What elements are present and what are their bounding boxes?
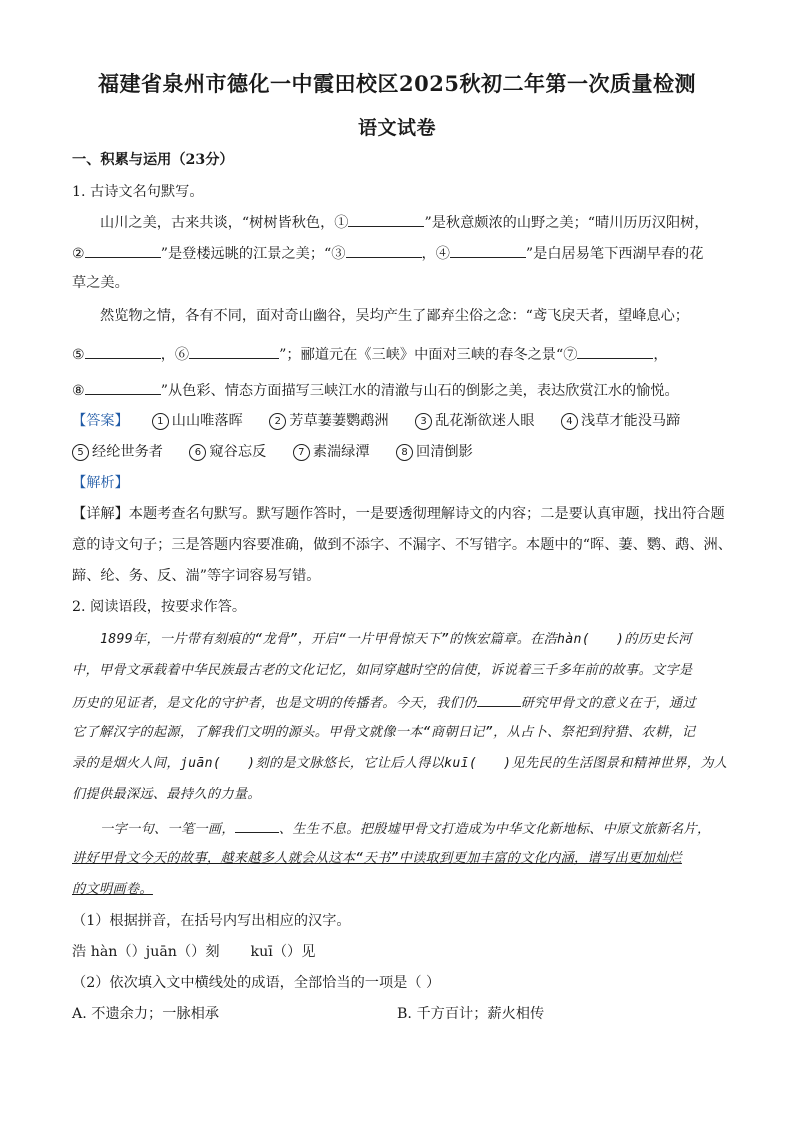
q2-para2-line3: 的文明画卷。 <box>72 882 153 897</box>
answer-text: 乱花渐欲迷人眼 <box>435 413 535 429</box>
q2-sub1: （1）根据拼音，在括号内写出相应的汉字。 <box>72 913 351 929</box>
q2-text: 历史的见证者，是文化的守护者，也是文明的传播者。今天，我们仍 <box>72 696 477 711</box>
q1-text: ， <box>653 347 668 363</box>
number-badge: 6 <box>189 444 206 461</box>
answer-row-1 <box>72 411 732 431</box>
answer-text: 素湍绿潭 <box>312 444 370 460</box>
number-badge: 1 <box>152 413 169 430</box>
answer-tag: 【答案】 <box>72 413 129 429</box>
fill-blank-2[interactable] <box>235 818 279 833</box>
detail-line-3: 蹄、纶、务、反、湍”等字词容易写错。 <box>72 568 321 584</box>
answer-item <box>293 442 370 462</box>
q2-para1-line1 <box>100 630 760 650</box>
q1-para1-line2 <box>72 243 732 264</box>
answer-blank-7[interactable] <box>577 344 653 359</box>
answer-blank-6[interactable] <box>189 344 279 359</box>
q2-para1-line5 <box>72 754 732 774</box>
q1-para2-line3 <box>72 380 732 401</box>
number-badge: 7 <box>293 444 310 461</box>
q2-text: 录的是烟火人间，juān( <box>72 756 222 771</box>
q2-text: 、生生不息。把殷墟甲骨文打造成为中华文化新地标、中原文旅新名片， <box>278 822 711 837</box>
answer-item <box>415 411 534 431</box>
answer-text: 经纶世务者 <box>92 444 163 460</box>
q2-para2-line2: 讲好甲骨文今天的故事，越来越多人就会从这本“天书”中读取到更加丰富的文化内涵，谱写出更加灿烂 <box>72 851 682 866</box>
answer-text: 窥谷忘反 <box>209 444 267 460</box>
q1-para1-line3: 草之美。 <box>72 275 129 291</box>
q2-text: )的历史长河 <box>616 632 692 647</box>
q2-text: )刻的是文脉悠长，它让后人得以kuī( <box>247 756 478 771</box>
answer-item <box>72 442 163 462</box>
number-badge: 8 <box>396 444 413 461</box>
q2-para1-line2: 中，甲骨文承载着中华民族最古老的文化记忆，如同穿越时空的信使，诉说着三千多年前的故事。文字是 <box>72 663 693 678</box>
q2-para2-line1 <box>100 818 760 840</box>
q2-para1-line3 <box>72 692 732 714</box>
q2-text: )见先民的生活图景和精神世界，为人 <box>503 756 728 771</box>
pinyin-item: 浩 hàn（）juān（）刻 <box>72 944 220 960</box>
number-badge: 2 <box>269 413 286 430</box>
q2-text: 研究甲骨文的意义在于，通过 <box>520 696 696 711</box>
option-b[interactable]: B. 千方百计；薪火相传 <box>397 1006 545 1022</box>
q1-para1-line1 <box>100 212 760 233</box>
analysis-tag: 【解析】 <box>72 475 129 491</box>
q1-text: ⑤ <box>72 347 85 363</box>
exam-subtitle: 语文试卷 <box>357 117 436 139</box>
q1-text: ，⑥ <box>160 347 190 363</box>
q1-prompt: 1. 古诗文名句默写。 <box>72 184 204 200</box>
number-badge: 5 <box>72 444 89 461</box>
q1-para2-line1: 然览物之情，各有不同，面对奇山幽谷，吴均产生了鄙弃尘俗之念：“鸢飞戾天者，望峰息心； <box>100 308 689 324</box>
answer-blank-8[interactable] <box>85 380 161 395</box>
option-a[interactable]: A. 不遗余力；一脉相承 <box>72 1006 219 1022</box>
answer-row-2 <box>72 442 732 462</box>
answer-blank-1[interactable] <box>348 212 424 227</box>
pinyin-item: kuī（）见 <box>250 944 316 960</box>
answer-text: 回清倒影 <box>416 444 473 460</box>
q2-pinyin-line <box>72 942 732 962</box>
answer-item <box>189 442 266 462</box>
answer-blank-2[interactable] <box>85 243 161 258</box>
q1-text: ”是白居易笔下西湖早春的花 <box>525 246 704 262</box>
q1-text: ② <box>72 246 85 262</box>
answer-item <box>152 411 243 431</box>
q1-text: ”是秋意颇浓的山野之美；“晴川历历汉阳树， <box>424 215 709 231</box>
exam-title: 福建省泉州市德化一中霞田校区2025秋初二年第一次质量检测 <box>98 71 696 96</box>
answer-blank-5[interactable] <box>85 344 161 359</box>
q1-text: ”；郦道元在《三峡》中面对三峡的春冬之景“⑦ <box>279 347 578 363</box>
answer-text: 浅草才能没马蹄 <box>580 413 681 429</box>
q1-text: ”从色彩、情态方面描写三峡江水的清澈与山石的倒影之美，表达欣赏江水的愉悦。 <box>160 383 679 399</box>
q2-text: 1899年，一片带有刻痕的“龙骨”，开启“一片甲骨惊天下”的恢宏篇章。在浩hàn( <box>100 632 591 647</box>
q2-prompt: 2. 阅读语段，按要求作答。 <box>72 599 247 615</box>
number-badge: 4 <box>561 413 578 430</box>
answer-blank-3[interactable] <box>346 243 422 258</box>
fill-blank-1[interactable] <box>477 692 521 707</box>
q1-text: 山川之美，古来共谈，“树树皆秋色，① <box>100 215 349 231</box>
answer-text: 芳草萋萋鹦鹉洲 <box>289 413 389 429</box>
q2-options <box>72 1004 732 1024</box>
number-badge: 3 <box>415 413 432 430</box>
answer-item <box>396 442 473 462</box>
section-heading: 一、积累与运用（23分） <box>72 152 234 168</box>
detail-line-2: 意的诗文句子；三是答题内容要准确，做到不添字、不漏字、不写错字。本题中的“晖、萋、鹦、鹉、洲、 <box>72 537 732 553</box>
answer-blank-4[interactable] <box>450 243 526 258</box>
answer-item <box>561 411 680 431</box>
q1-text: ”是登楼远眺的江景之美；“③ <box>160 246 346 262</box>
q2-sub2: （2）依次填入文中横线处的成语，全部恰当的一项是（ ） <box>72 975 441 991</box>
q2-para1-line4: 它了解汉字的起源，了解我们文明的源头。甲骨文就像一本“商朝日记”，从占卜、祭祀到狩猎、农耕，记 <box>72 725 696 740</box>
answer-text: 山山唯落晖 <box>171 413 243 429</box>
q1-text: ⑧ <box>72 383 85 399</box>
q2-text: 一字一句、一笔一画， <box>100 822 235 837</box>
q1-para2-line2 <box>72 344 732 365</box>
detail-line-1: 【详解】本题考查名句默写。默写题作答时，一是要透彻理解诗文的内容；二是要认真审题，找出符合题 <box>72 506 725 522</box>
answer-item <box>269 411 388 431</box>
q2-para1-line6: 们提供最深远、最持久的力量。 <box>72 787 261 802</box>
q1-text: ，④ <box>421 246 450 262</box>
